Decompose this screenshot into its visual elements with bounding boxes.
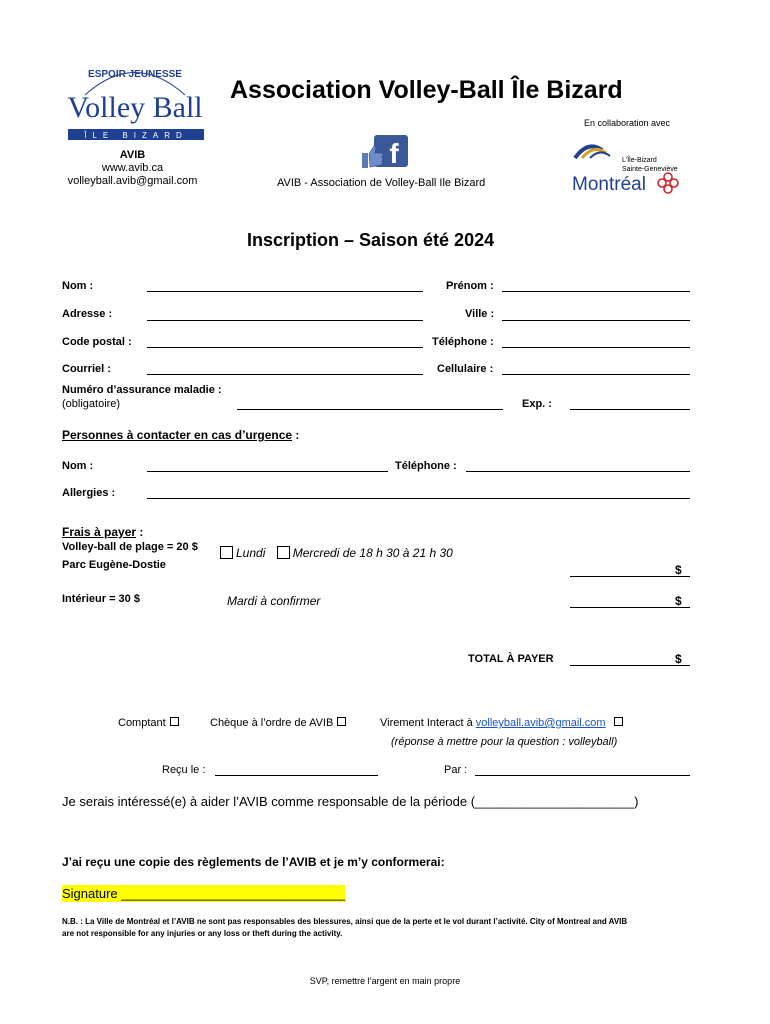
contact-tel-field[interactable] (466, 471, 690, 472)
cellulaire-field[interactable] (502, 374, 690, 375)
nam-field[interactable] (237, 409, 503, 410)
recu-label: Reçu le : (162, 764, 206, 776)
svg-text:f: f (389, 138, 399, 169)
montreal-small-text-2: Sainte-Geneviève (622, 166, 678, 173)
logo-top-text: ESPOIR JEUNESSE (88, 69, 182, 80)
interac-option[interactable] (380, 717, 623, 729)
recu-field[interactable] (215, 775, 378, 776)
par-field[interactable] (475, 775, 690, 776)
lundi-checkbox[interactable] (220, 546, 233, 559)
montreal-small-text-1: L'Île-Bizard (622, 157, 657, 164)
rules-text: J’ai reçu une copie des règlements de l’AVIB et je m’y conformerai: (62, 855, 445, 869)
contact-heading-colon: : (292, 428, 300, 442)
contact-heading-text: Personnes à contacter en cas d’urgence (62, 428, 293, 442)
exp-field[interactable] (570, 409, 690, 410)
cellulaire-label: Cellulaire : (437, 363, 494, 375)
mardi-label: Mardi à confirmer (227, 594, 321, 608)
nb-line-2: are not responsible for any injuries or any loss or theft during the activity. (62, 929, 343, 938)
contact-nom-label: Nom : (62, 460, 94, 472)
comptant-label: Comptant (118, 717, 166, 729)
beach-dollar: $ (675, 563, 682, 577)
courriel-field[interactable] (147, 374, 423, 375)
nom-label: Nom : (62, 280, 94, 292)
montreal-word: Montréal (572, 174, 646, 195)
nom-field[interactable] (147, 291, 423, 292)
total-dollar: $ (675, 652, 682, 666)
code-postal-field[interactable] (147, 347, 423, 348)
avib-logo (60, 55, 210, 145)
par-label: Par : (444, 764, 468, 776)
courriel-label: Courriel : (62, 363, 111, 375)
total-amount-field[interactable] (570, 665, 690, 666)
telephone-label: Téléphone : (432, 336, 494, 348)
interior-amount-field[interactable] (570, 607, 690, 608)
park-label: Parc Eugène-Dostie (62, 559, 166, 571)
page-title: Association Volley-Ball Île Bizard (230, 76, 623, 104)
collab-text: En collaboration avec (584, 118, 671, 128)
ville-label: Ville : (465, 308, 495, 320)
website-text: www.avib.ca (101, 162, 164, 174)
interior-label: Intérieur = 30 $ (62, 593, 140, 605)
day-options (220, 546, 453, 560)
lundi-label: Lundi (236, 546, 266, 560)
total-label: TOTAL À PAYER (468, 653, 554, 665)
contact-nom-field[interactable] (147, 471, 388, 472)
allergies-field[interactable] (147, 498, 690, 499)
adresse-label: Adresse : (62, 308, 113, 320)
mercredi-checkbox[interactable] (277, 546, 290, 559)
fees-heading-colon: : (136, 525, 144, 539)
adresse-field[interactable] (147, 320, 423, 321)
volunteer-text: Je serais intéressé(e) à aider l’AVIB comme responsable de la période (______________________) (62, 794, 639, 809)
cheque-label: Chèque à l’ordre de AVIB (210, 717, 334, 729)
mercredi-label: Mercredi de 18 h 30 à 21 h 30 (292, 546, 453, 560)
exp-label: Exp. : (522, 398, 552, 410)
interior-dollar: $ (675, 594, 682, 608)
email-text: volleyball.avib@gmail.com (67, 175, 198, 187)
interac-label: Virement Interact à (380, 717, 473, 729)
interac-note: (réponse à mettre pour la question : volleyball) (391, 736, 618, 748)
cheque-option[interactable] (210, 717, 346, 729)
form-heading: Inscription – Saison été 2024 (247, 230, 495, 250)
allergies-label: Allergies : (62, 487, 116, 499)
contact-tel-label: Téléphone : (395, 460, 457, 472)
signature-field[interactable]: Signature _______________________________ (62, 886, 346, 901)
logo-main-text: Volley Ball (67, 91, 203, 124)
nb-line-1: N.B. : La Ville de Montréal et l’AVIB ne sont pas responsables des blessures, ainsi que de la perte et le vol durant l’activité. City of Montreal and AVIB (62, 917, 628, 926)
code-postal-label: Code postal : (62, 336, 132, 348)
nam-label: Numéro d’assurance maladie : (62, 384, 222, 396)
montreal-logo (570, 138, 685, 196)
beach-label: Volley-ball de plage = 20 $ (62, 541, 198, 553)
facebook-icon (360, 133, 410, 171)
avib-label: AVIB (119, 149, 146, 161)
comptant-option[interactable] (118, 717, 179, 729)
telephone-field[interactable] (502, 347, 690, 348)
prenom-label: Prénom : (446, 280, 494, 292)
interac-email-link[interactable]: volleyball.avib@gmail.com (475, 717, 606, 729)
contact-heading (62, 428, 299, 442)
facebook-caption: AVIB - Association de Volley-Ball Ile Bizard (277, 177, 486, 189)
logo-bottom-text: ÎLE BIZARD (84, 131, 188, 140)
interac-checkbox[interactable] (614, 717, 623, 726)
fees-heading-text: Frais à payer (62, 525, 137, 539)
fees-heading (62, 525, 143, 539)
cheque-checkbox[interactable] (337, 717, 346, 726)
ville-field[interactable] (502, 320, 690, 321)
nam-note: (obligatoire) (62, 398, 121, 410)
prenom-field[interactable] (502, 291, 690, 292)
comptant-checkbox[interactable] (170, 717, 179, 726)
svp-text: SVP, remettre l’argent en main propre (309, 976, 461, 986)
beach-amount-field[interactable] (570, 576, 690, 577)
